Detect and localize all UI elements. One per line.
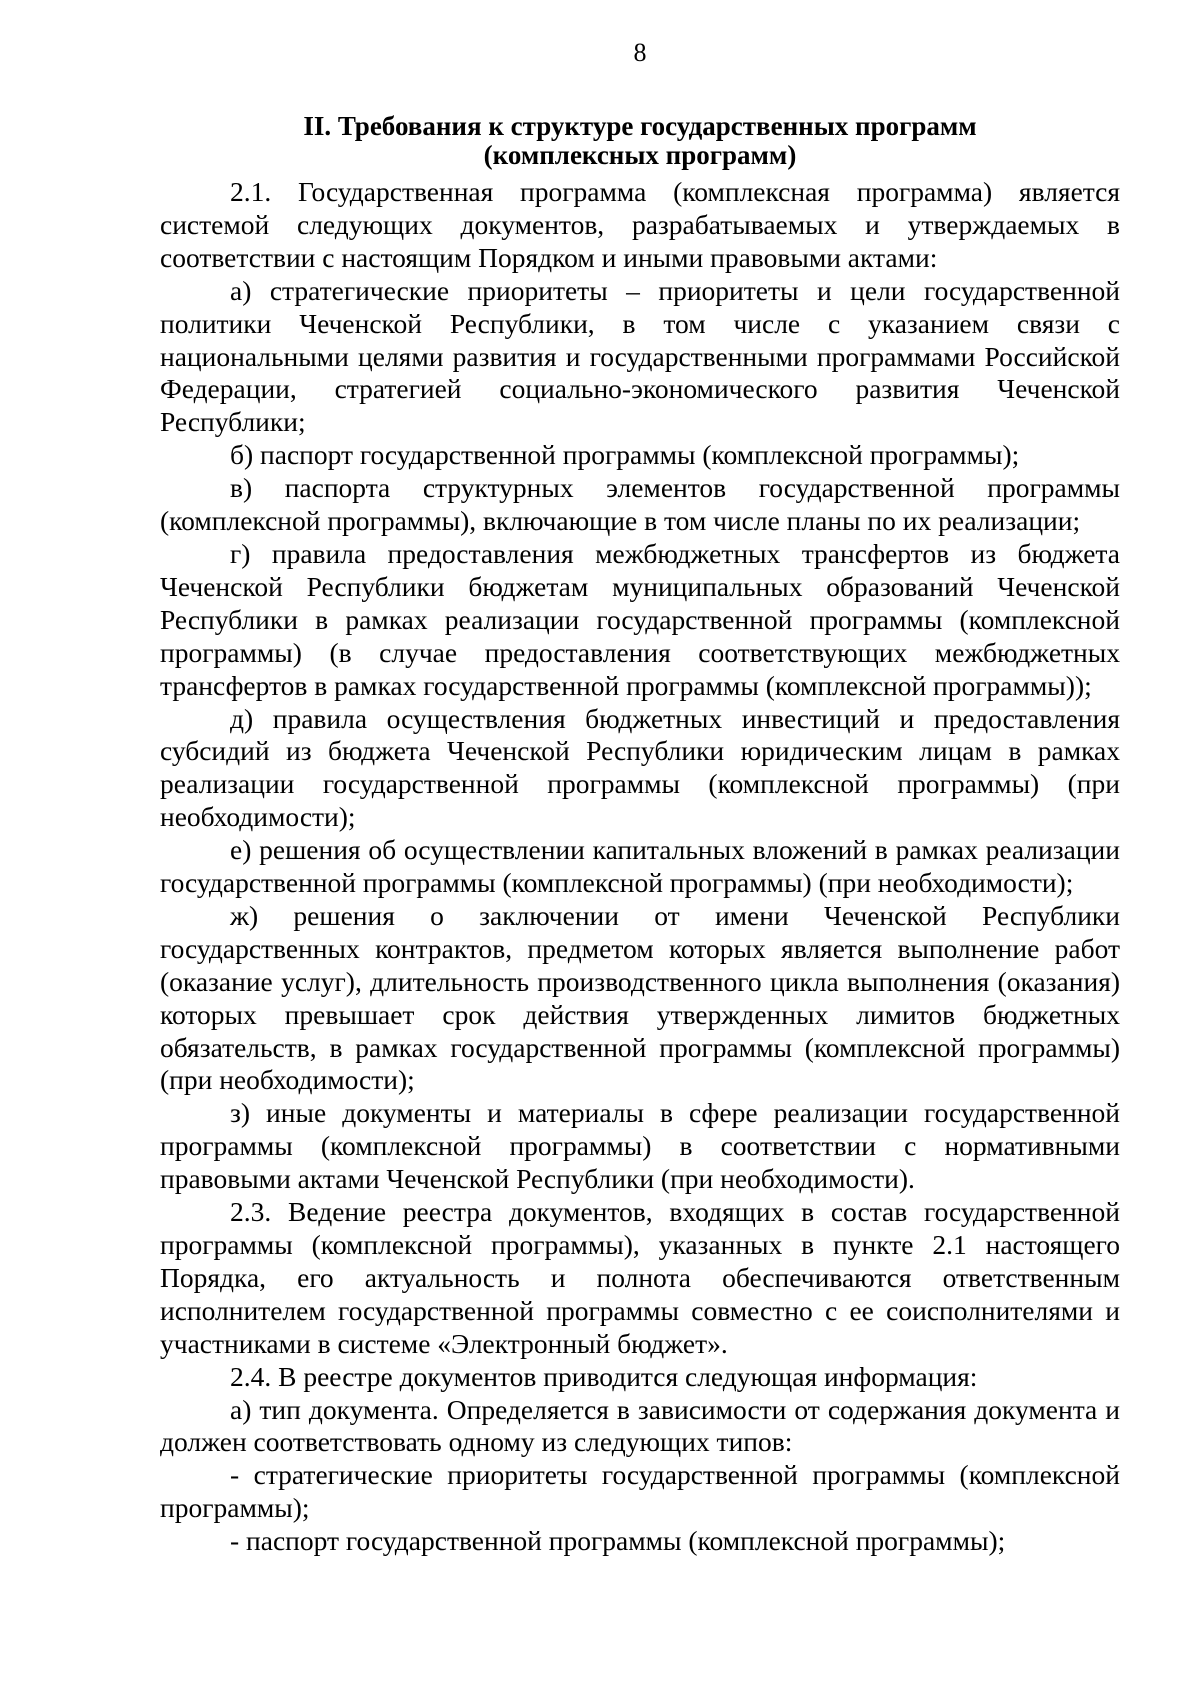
paragraph-item-zh: ж) решения о заключении от имени Чеченской Республики государственных контрактов, предметом которых является выполнение работ (оказание услуг), длительность производственного цикла выполнения (оказания) которых превышает срок действия утвержденных лимитов бюджетных обязательств, в рамках государственной программы (комплексной программы) (при необходимости);	[160, 899, 1120, 1096]
section-heading-line-1: II. Требования к структуре государственных программ	[303, 111, 977, 141]
section-heading-line-2: (комплексных программ)	[483, 140, 797, 170]
paragraph-item-a: а) стратегические приоритеты – приоритеты и цели государственной политики Чеченской Республики, в том числе с указанием связи с национальными целями развития и государственными программами Российской Федерации, стратегией социально-экономического развития Чеченской Республики;	[160, 274, 1120, 438]
list-item-strategic-priorities: - стратегические приоритеты государственной программы (комплексной программы);	[160, 1459, 1120, 1524]
section-heading	[160, 112, 1120, 170]
paragraph-item-g: г) правила предоставления межбюджетных трансфертов из бюджета Чеченской Республики бюджетам муниципальных образований Чеченской Республики в рамках реализации государственной программы (комплексной программы) (в случае предоставления соответствующих межбюджетных трансфертов в рамках государственной программы (комплексной программы));	[160, 537, 1120, 701]
paragraph-item-d: д) правила осуществления бюджетных инвестиций и предоставления субсидий из бюджета Чеченской Республики юридическим лицам в рамках реализации государственной программы (комплексной программы) (при необходимости);	[160, 702, 1120, 833]
page-number: 8	[633, 38, 647, 67]
paragraph-item-z: з) иные документы и материалы в сфере реализации государственной программы (комплексной программы) в соответствии с нормативными правовыми актами Чеченской Республики (при необходимости).	[160, 1097, 1120, 1195]
paragraph-item-e: е) решения об осуществлении капитальных вложений в рамках реализации государственной программы (комплексной программы) (при необходимости);	[160, 834, 1120, 899]
paragraph-2-3: 2.3. Ведение реестра документов, входящих в состав государственной программы (комплексной программы), указанных в пункте 2.1 настоящего Порядка, его актуальность и полнота обеспечиваются ответственным исполнителем государственной программы совместно с ее соисполнителями и участниками в системе «Электронный бюджет».	[160, 1196, 1120, 1359]
document-body	[160, 176, 1120, 1558]
paragraph-item-v: в) паспорта структурных элементов государственной программы (комплексной программы), включающие в том числе планы по их реализации;	[160, 472, 1120, 537]
document-page	[160, 0, 1120, 1697]
paragraph-2-1: 2.1. Государственная программа (комплексная программа) является системой следующих документов, разрабатываемых и утверждаемых в соответствии с настоящим Порядком и иными правовыми актами:	[160, 176, 1120, 273]
paragraph-item-b: б) паспорт государственной программы (комплексной программы);	[230, 439, 1020, 471]
paragraph-2-4: 2.4. В реестре документов приводится следующая информация:	[230, 1360, 978, 1392]
paragraph-2-4-item-a: а) тип документа. Определяется в зависимости от содержания документа и должен соответствовать одному из следующих типов:	[160, 1393, 1120, 1458]
list-item-program-passport: - паспорт государственной программы (комплексной программы);	[230, 1525, 1006, 1557]
